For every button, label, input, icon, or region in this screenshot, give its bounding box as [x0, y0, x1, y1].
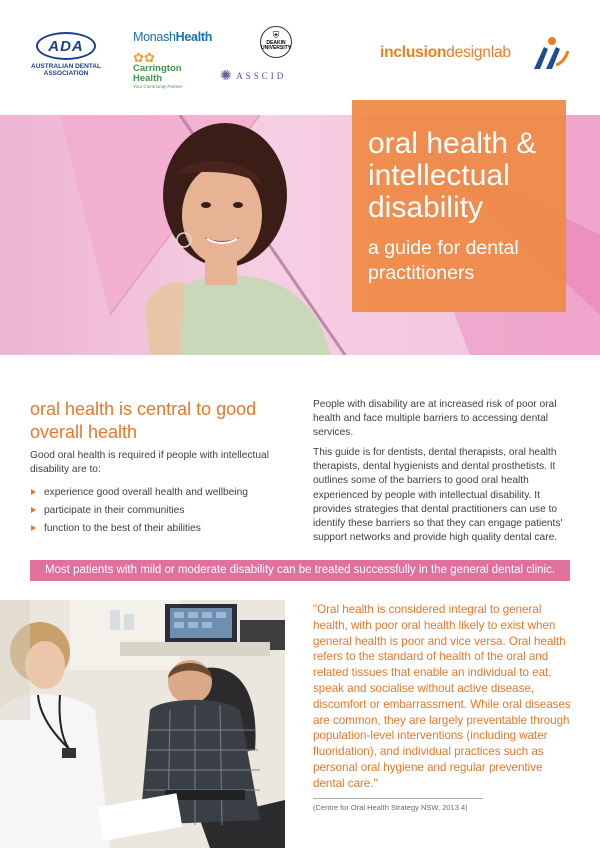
triangle-bullet-icon: [31, 489, 36, 495]
asscid-logo: [220, 67, 286, 85]
quote-text: "Oral health is considered integral to general health, with poor oral health likely to exist when general health is poor and vice versa. Oral health refers to the standard of health of the oral and related tissues that enable an individual to eat, speak and socialise without active disease, discomfort or embarrassment. While oral diseases are common, they are largely preventable through population-level interventions (including water fluoridation), and individual practices such as personal oral hygiene and regular preventive dental care.": [313, 603, 571, 790]
guide-paragraph: This guide is for dentists, dental therapists, oral health therapists, dental hygienists and dental prosthetists. It outlines some of the barriers to good oral health experienced by people with intellectual disability. It provides strategies that dental practitioners can use to identify these barriers so that they can engage patients' support networks and provide high quality dental care.: [313, 447, 563, 544]
hero-subtitle: a guide for dental practitioners: [368, 237, 519, 284]
deakin-name: DEAKIN UNIVERSITY: [261, 40, 292, 51]
carrington-health-logo: [133, 52, 203, 90]
intro-paragraph: Good oral health is required if people with intellectual disability are to:: [30, 450, 269, 476]
ada-logo: [30, 32, 102, 77]
section-heading: oral health is central to good overall health: [30, 399, 257, 442]
ada-abbr: ADA: [36, 32, 96, 60]
woman-face: [182, 165, 262, 265]
carrington-tagline: Your Community Partner: [133, 84, 183, 89]
ada-name: AUSTRALIAN DENTAL ASSOCIATION: [31, 63, 101, 77]
idl-part2: designlab: [446, 44, 511, 61]
bullet-text: participate in their communities: [44, 505, 185, 516]
inclusion-design-lab-mark-icon: [530, 35, 570, 73]
monash-part1: Monash: [133, 30, 176, 44]
shield-icon: ⛨: [272, 30, 280, 40]
asscid-name: ASSCID: [236, 70, 287, 81]
asscid-mark-icon: ✺: [220, 67, 232, 84]
list-item: [30, 486, 300, 499]
bullet-text: experience good overall health and wellbeing: [44, 487, 248, 498]
monash-part2: Health: [175, 30, 213, 44]
bullet-text: function to the best of their abilities: [44, 523, 201, 534]
inclusion-design-lab-logo: [380, 44, 511, 62]
carrington-name: Carrington Health: [133, 63, 182, 84]
list-item: [30, 504, 300, 517]
triangle-bullet-icon: [31, 525, 36, 531]
quote-divider: [313, 798, 483, 799]
list-item: [30, 522, 300, 535]
dentist-face: [25, 641, 65, 689]
risk-paragraph: People with disability are at increased risk of poor oral health and face multiple barriers to accessing dental services.: [313, 399, 557, 439]
deakin-logo: [260, 26, 292, 58]
monash-health-logo: [133, 30, 212, 44]
flower-icon: ✿✿: [133, 50, 155, 65]
clinic-illustration: [0, 600, 285, 848]
dental-clinic-photo: [0, 600, 285, 848]
hero-title: oral health & intellectual disability: [368, 127, 537, 224]
callout-banner: Most patients with mild or moderate disability can be treated successfully in the general dental clinic.: [30, 560, 570, 581]
idl-part1: inclusion: [380, 44, 447, 61]
quote-citation: (Centre for Oral Health Strategy NSW, 2013 4): [313, 803, 468, 812]
bullet-list: [30, 486, 300, 540]
triangle-bullet-icon: [31, 507, 36, 513]
